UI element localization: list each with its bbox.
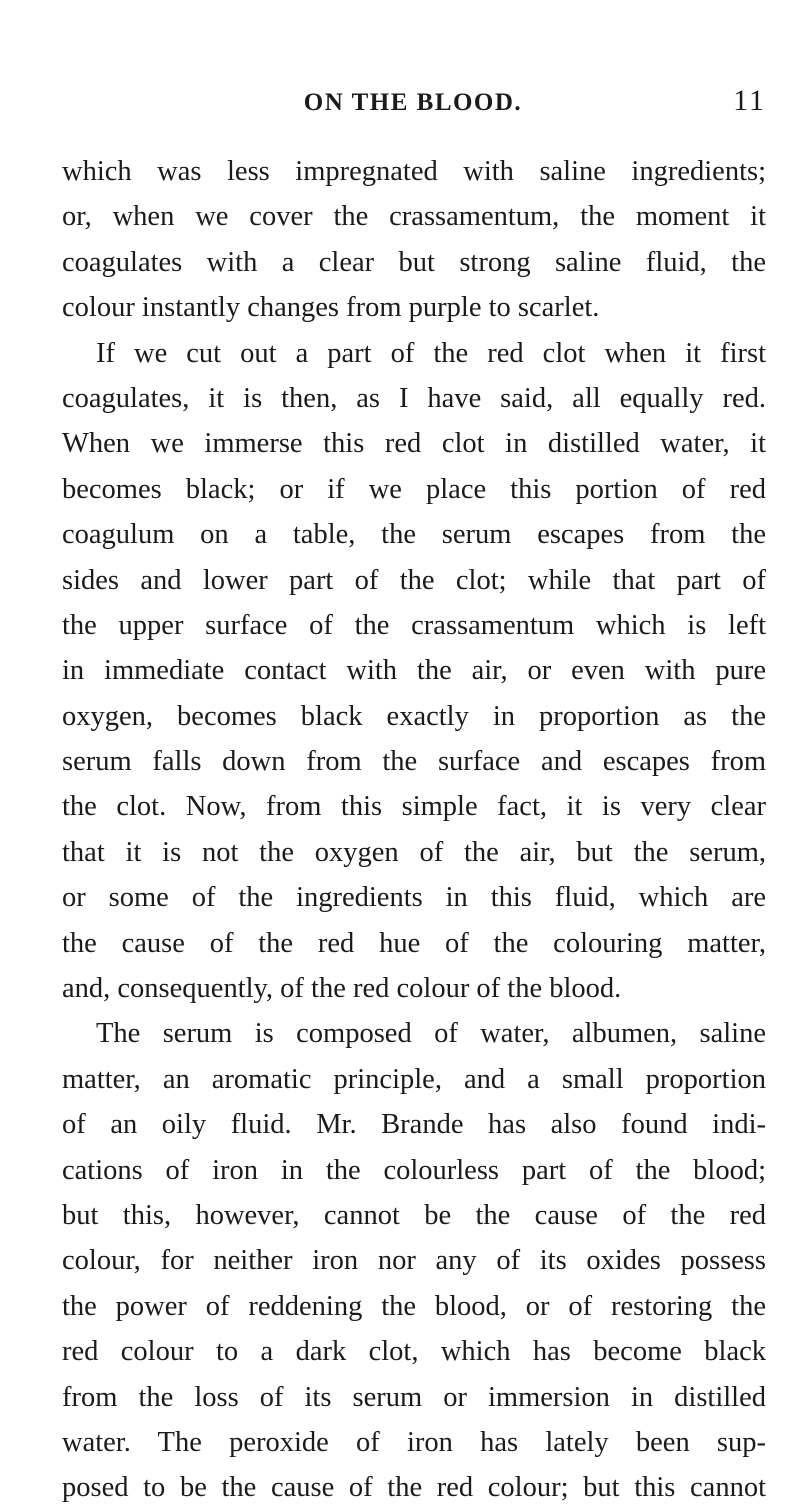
- text-line: or some of the ingredients in this fluid, which are: [62, 882, 766, 914]
- text-line: The serum is composed of water, albumen, saline: [96, 1018, 766, 1050]
- text-line: from the loss of its serum or immersion in distilled: [62, 1381, 766, 1413]
- text-line: cations of iron in the colourless part of the blood;: [62, 1154, 766, 1186]
- running-title: ON THE BLOOD.: [303, 89, 523, 116]
- text-line: of an oily fluid. Mr. Brande has also found indi-: [62, 1109, 766, 1141]
- text-line: When we immerse this red clot in distilled water, it: [62, 428, 766, 460]
- text-line: coagulum on a table, the serum escapes from the: [62, 519, 766, 551]
- text-line: posed to be the cause of the red colour; but this cannot: [62, 1472, 766, 1504]
- body-text: [62, 149, 766, 1511]
- text-line: If we cut out a part of the red clot when it first: [96, 337, 766, 369]
- text-line: and, consequently, of the red colour of the blood.: [62, 973, 622, 1005]
- text-line: or, when we cover the crassamentum, the moment it: [62, 201, 766, 233]
- text-line: water. The peroxide of iron has lately been sup-: [62, 1426, 766, 1458]
- text-line: but this, however, cannot be the cause of the red: [62, 1199, 766, 1231]
- text-line: sides and lower part of the clot; while that part of: [62, 564, 766, 596]
- page-number: 11: [733, 84, 766, 117]
- text-line: the upper surface of the crassamentum which is left: [62, 609, 766, 641]
- text-line: the clot. Now, from this simple fact, it is very clear: [62, 791, 766, 823]
- text-line: in immediate contact with the air, or even with pure: [62, 655, 766, 687]
- text-line: coagulates, it is then, as I have said, all equally red.: [62, 382, 766, 414]
- text-line: the power of reddening the blood, or of restoring the: [62, 1290, 766, 1322]
- text-line: matter, an aromatic principle, and a small proportion: [62, 1063, 766, 1095]
- text-line: becomes black; or if we place this portion of red: [62, 473, 766, 505]
- running-head: [60, 86, 766, 126]
- text-line: that it is not the oxygen of the air, but the serum,: [62, 836, 766, 868]
- text-line: colour, for neither iron nor any of its oxides possess: [62, 1245, 766, 1277]
- text-line: red colour to a dark clot, which has become black: [62, 1336, 766, 1368]
- text-line: the cause of the red hue of the colouring matter,: [62, 927, 766, 959]
- text-line: oxygen, becomes black exactly in proportion as the: [62, 700, 766, 732]
- text-line: serum falls down from the surface and escapes from: [62, 746, 766, 778]
- text-line: which was less impregnated with saline ingredients;: [62, 156, 766, 187]
- text-line: coagulates with a clear but strong saline fluid, the: [62, 246, 766, 278]
- text-line: colour instantly changes from purple to scarlet.: [62, 292, 600, 324]
